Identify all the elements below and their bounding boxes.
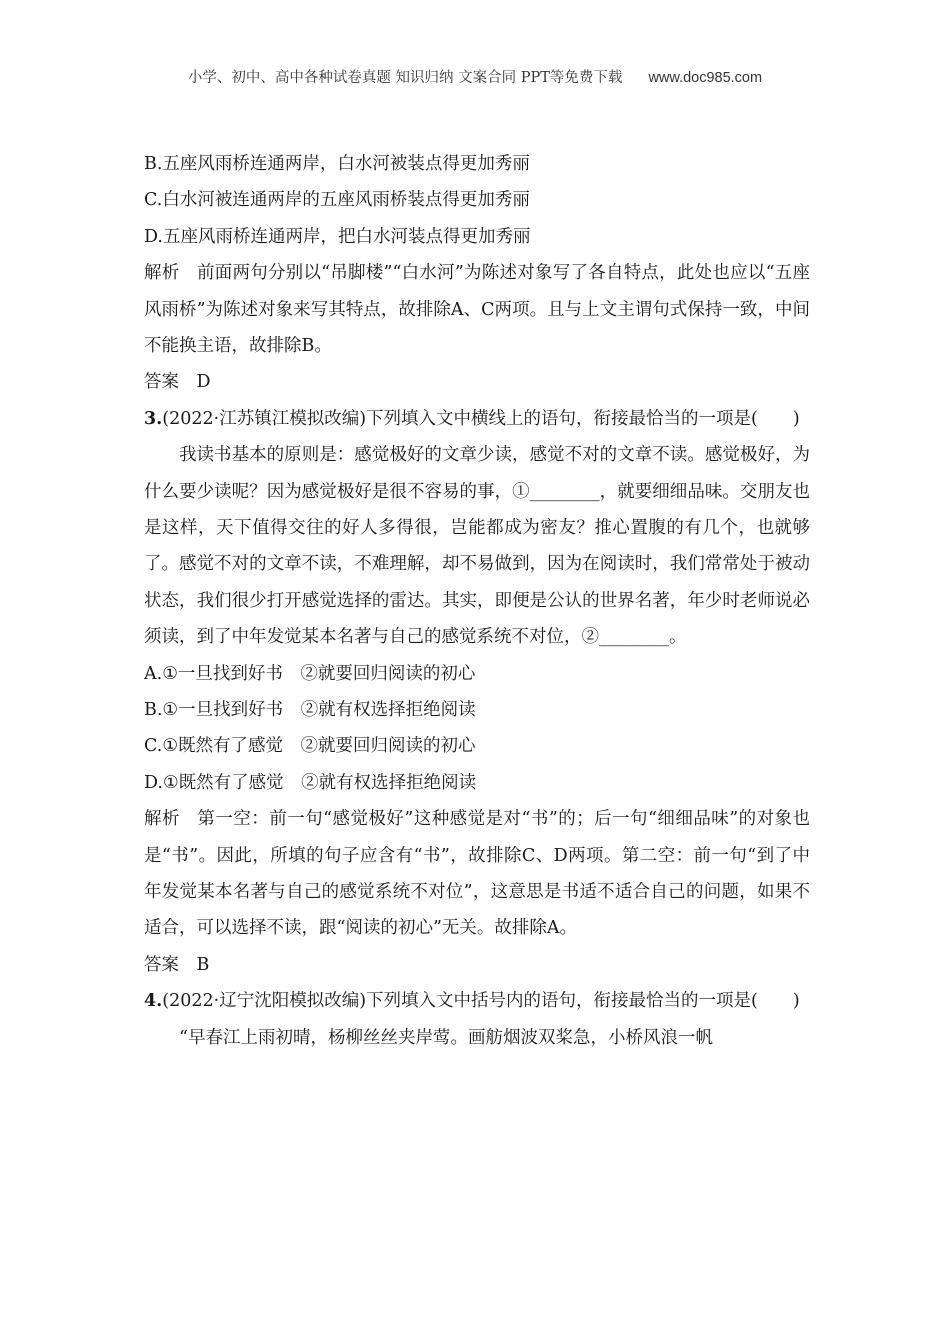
q3-option-a: A.①一旦找到好书 ②就要回归阅读的初心	[144, 663, 476, 684]
q2-option-b: B.五座风雨桥连通两岸，白水河被装点得更加秀丽	[144, 154, 530, 174]
q2-analysis-text: 前面两句分别以“吊脚楼”“白水河”为陈述对象写了各自特点，此处也应以“五座风雨桥”为陈述对象来写其特点，故排除A、C两项。且与上文主谓句式保持一致，中间不能换主语，故排除B。	[144, 263, 811, 356]
q4-number: 4.	[144, 991, 163, 1012]
q3-answer-label: 答案	[144, 954, 179, 975]
q3-answer-value: B	[196, 954, 210, 975]
q3-number: 3.	[144, 408, 163, 429]
q2-answer	[144, 364, 810, 400]
q4-stem	[144, 983, 810, 1019]
q3-passage: 我读书基本的原则是：感觉极好的文章少读，感觉不对的文章不读。感觉极好，为什么要少读呢？因为感觉极好是很不容易的事，①________，就要细细品味。交朋友也是这样，天下值得交往的好人多得很，岂能都成为密友？推心置腹的有几个，也就够了。感觉不对的文章不读，不难理解，却不易做到，因为在阅读时，我们常常处于被动状态，我们很少打开感觉选择的雷达。其实，即便是公认的世界名著，年少时老师说必须读，到了中年发觉某本名著与自己的感觉系统不对位，②________。	[144, 445, 810, 648]
q3-option-c: C.①既然有了感觉 ②就要回归阅读的初心	[144, 736, 476, 757]
q3-analysis-text: 第一空：前一句“感觉极好”这种感觉是对“书”的；后一句“细细品味”的对象也是“书”。因此，所填的句子应含有“书”，故排除C、D两项。第二空：前一句“到了中年发觉某本名著与自己的感觉系统不对位”，这意思是书适不适合自己的问题，如果不适合，可以选择不读，跟“阅读的初心”无关。故排除A。	[144, 809, 810, 939]
q2-analysis-label: 解析	[144, 263, 180, 284]
q3-option-b: B.①一旦找到好书 ②就有权选择拒绝阅读	[144, 700, 476, 721]
q2-option-d: D.五座风雨桥连通两岸，把白水河装点得更加秀丽	[144, 226, 531, 247]
q3-stem-text: (2022·江苏镇江模拟改编)下列填入文中横线上的语句，衔接最恰当的一项是( )	[162, 408, 800, 429]
q3-analysis-label: 解析	[144, 809, 180, 830]
q2-option-c: C.白水河被连通两岸的五座风雨桥装点得更加秀丽	[144, 190, 530, 211]
q4-passage: “早春江上雨初晴，杨柳丝丝夹岸莺。画舫烟波双桨急，小桥风浪一帆	[179, 1027, 713, 1048]
q3-analysis	[144, 801, 810, 947]
q3-answer	[144, 947, 810, 983]
q3-option-d: D.①既然有了感觉 ②就有权选择拒绝阅读	[144, 772, 477, 793]
q2-answer-label: 答案	[144, 372, 179, 393]
q2-analysis	[144, 255, 810, 364]
q4-stem-text: (2022·辽宁沈阳模拟改编)下列填入文中括号内的语句，衔接最恰当的一项是( )	[162, 991, 800, 1012]
document-body	[144, 146, 810, 1056]
header-site: www.doc985.com	[648, 70, 763, 86]
q2-answer-value: D	[196, 372, 211, 393]
q3-stem	[144, 401, 810, 437]
header-text: 小学、初中、高中各种试卷真题 知识归纳 文案合同 PPT等免费下载	[187, 70, 623, 86]
page-header	[0, 66, 950, 87]
